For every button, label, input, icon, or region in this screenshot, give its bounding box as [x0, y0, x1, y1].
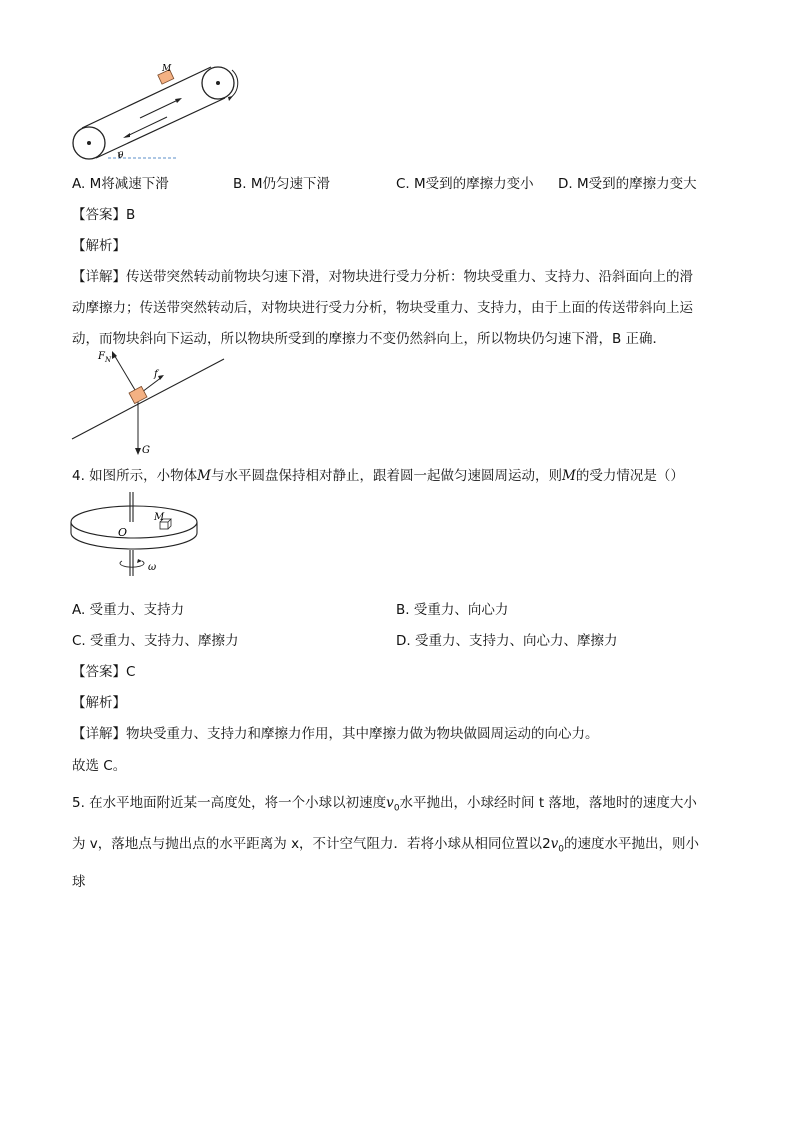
q3-option-c: C. M受到的摩擦力变小: [396, 176, 534, 192]
mass-label: M: [154, 512, 165, 523]
q4-answer: 【答案】C: [72, 664, 136, 680]
q4-analysis-heading: 【解析】: [72, 695, 126, 711]
q4-option-c: C. 受重力、支持力、摩擦力: [72, 633, 239, 649]
q4-conclusion: 故选 C。: [72, 758, 127, 774]
q4-option-b: B. 受重力、向心力: [396, 602, 509, 618]
normal-force-label: F: [98, 351, 105, 362]
q3-option-a: A. M将减速下滑: [72, 176, 169, 192]
angle-label: θ: [118, 151, 124, 161]
gravity-label: G: [142, 445, 150, 456]
q5-line-2: 为 v，落地点与抛出点的水平距离为 x，不计空气阻力．若将小球从相同位置以$2v_0$的速度水平抛出，则小: [72, 836, 700, 855]
q4-option-d: D. 受重力、支持力、向心力、摩擦力: [396, 633, 618, 649]
q4-question-stem: 4. 如图所示，小物体M与水平圆盘保持相对静止，跟着圆一起做匀速圆周运动，则M的受力情况是（）: [72, 468, 684, 484]
q3-option-b: B. M仍匀速下滑: [233, 176, 330, 192]
force-diagram: [68, 345, 228, 457]
q3-answer: 【答案】B: [72, 207, 136, 223]
q5-line-3: 球: [72, 874, 86, 890]
rotating-disc-figure: [68, 488, 208, 578]
q3-detail-line-3: 动，而物块斜向下运动，所以物块所受到的摩擦力不变仍然斜向上，所以物块仍匀速下滑，B 正确．: [72, 331, 667, 347]
block-label: M: [162, 64, 172, 74]
q5-line-1: 5. 在水平地面附近某一高度处，将一个小球以初速度$v_0$水平抛出，小球经时间 t 落地，落地时的速度大小: [72, 795, 697, 814]
q3-detail-line-1: 【详解】传送带突然转动前物块匀速下滑，对物块进行受力分析：物块受重力、支持力、沿斜面向上的滑: [72, 269, 693, 285]
friction-label: f: [154, 369, 158, 380]
q4-detail: 【详解】物块受重力、支持力和摩擦力作用，其中摩擦力做为物块做圆周运动的向心力。: [72, 726, 599, 742]
center-label: O: [118, 526, 128, 539]
q4-option-a: A. 受重力、支持力: [72, 602, 185, 618]
omega-label: ω: [148, 562, 157, 573]
q3-analysis-heading: 【解析】: [72, 238, 126, 254]
conveyor-belt-figure: [68, 60, 248, 168]
q3-option-d: D. M受到的摩擦力变大: [558, 176, 697, 192]
normal-force-subscript: N: [105, 356, 112, 364]
q3-detail-line-2: 动摩擦力；传送带突然转动后，对物块进行受力分析，物块受重力、支持力，由于上面的传送带斜向上运: [72, 300, 693, 316]
